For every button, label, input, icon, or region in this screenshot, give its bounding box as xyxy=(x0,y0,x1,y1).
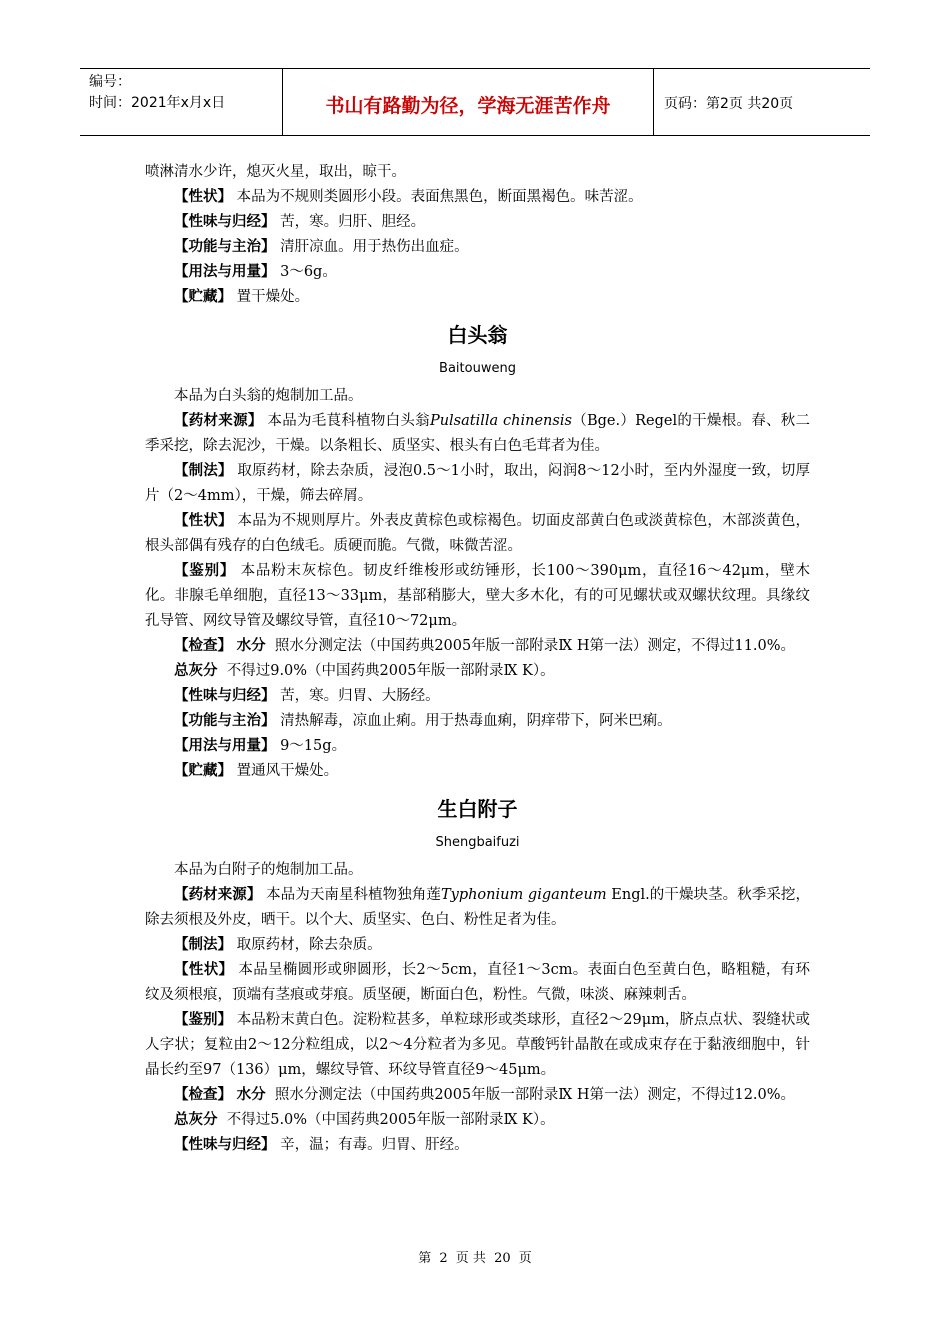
s1-xingwei xyxy=(145,684,810,709)
field-label: 【性味与归经】 xyxy=(174,1137,276,1153)
field-label: 【检查】 xyxy=(174,1087,232,1103)
field-text: 9～15g。 xyxy=(280,738,347,754)
s2-yaocai xyxy=(145,883,810,933)
field-text: 本品粉末黄白色。淀粉粒甚多，单粒球形或类球形，直径2～29μm，脐点点状、裂缝状或人字状；复粒由2～12分粒组成，以2～4分粒者为多见。草酸钙针晶散在或成束存在于黏液细胞中，针晶长约至97（136）μm，螺纹导管、环纹导管直径9～45μm。 xyxy=(145,1012,811,1078)
document-body xyxy=(145,160,810,1158)
field-label: 【药材来源】 xyxy=(174,413,263,429)
field-label: 【制法】 xyxy=(174,463,233,479)
field-label: 【药材来源】 xyxy=(174,887,262,903)
field-text: 辛，温；有毒。归胃、肝经。 xyxy=(280,1137,469,1153)
field-text: 本品为天南星科植物独角莲 xyxy=(266,887,441,903)
time-label: 时间：2021年x月x日 xyxy=(89,95,226,111)
latin-name: Pulsatilla chinensis xyxy=(429,413,572,429)
s1-zhucang xyxy=(145,759,810,784)
field-text: 本品为不规则厚片。外表皮黄棕色或棕褐色。切面皮部黄白色或淡黄棕色，木部淡黄色，根头部偶有残存的白色绒毛。质硬而脆。气微，味微苦涩。 xyxy=(145,513,811,554)
s1-jianbie xyxy=(145,559,810,634)
s1-jiancha xyxy=(145,634,810,659)
field-label: 【性味与归经】 xyxy=(174,214,276,230)
footer-mid: 页 共 xyxy=(455,1251,486,1266)
field-text: 本品为毛茛科植物白头翁 xyxy=(267,413,430,429)
section-pinyin: Baitouweng xyxy=(439,361,516,376)
field-label: 【鉴别】 xyxy=(174,563,236,579)
header-page-info: 页码：第2页 共20页 xyxy=(664,96,794,112)
s1-yongfa xyxy=(145,734,810,759)
field-text: （Bge.）Regel的干燥根。春、秋二季采挖，除去泥沙，干燥。以条粗长、质坚实、根头有白色毛茸者为佳。 xyxy=(145,413,811,454)
field-text: 置干燥处。 xyxy=(236,289,310,305)
field-text: 苦，寒。归肝、胆经。 xyxy=(280,214,426,230)
s1-huifen xyxy=(145,659,810,684)
document-header xyxy=(80,68,870,136)
field-label: 【性状】 xyxy=(174,513,233,529)
field-text: 本品粉末灰棕色。韧皮纤维梭形或纺锤形，长100～390μm，直径16～42μm，壁木化。非腺毛单细胞，直径13～33μm，基部稍膨大，壁大多木化，有的可见螺状或双螺状纹理。具缘纹孔导管、网纹导管及螺纹导管，直径10～72μm。 xyxy=(145,563,811,629)
top-xingwei xyxy=(145,210,810,235)
section-intro: 本品为白附子的炮制加工品。 xyxy=(174,862,363,878)
s1-zhifa xyxy=(145,459,810,509)
field-text: 照水分测定法（中国药典2005年版一部附录Ⅸ H第一法）测定，不得过12.0%。 xyxy=(274,1087,796,1103)
continued-paragraph: 喷淋清水少许，熄灭火星，取出，晾干。 xyxy=(145,164,406,180)
field-label: 【功能与主治】 xyxy=(174,713,276,729)
header-meta xyxy=(80,69,283,135)
s1-yaocai xyxy=(145,409,810,459)
field-text: 不得过9.0%（中国药典2005年版一部附录Ⅸ K）。 xyxy=(226,663,555,679)
section-pinyin: Shengbaifuzi xyxy=(435,835,520,850)
field-text: 清肝凉血。用于热伤出血症。 xyxy=(280,239,469,255)
field-text: 3～6g。 xyxy=(280,264,337,280)
section-title: 白头翁 xyxy=(447,323,508,347)
footer-page-number: 2 xyxy=(439,1251,448,1266)
top-yongfa xyxy=(145,260,810,285)
top-zhucang xyxy=(145,285,810,310)
field-text: 苦，寒。归胃、大肠经。 xyxy=(280,688,440,704)
field-text: Engl.的干燥块茎。秋季采挖，除去须根及外皮，晒干。以个大、质坚实、色白、粉性足者为佳。 xyxy=(145,887,811,928)
s2-jiancha xyxy=(145,1083,810,1108)
field-label: 【性状】 xyxy=(174,189,232,205)
field-text: 取原药材，除去杂质。 xyxy=(236,937,382,953)
s2-xingwei xyxy=(145,1133,810,1158)
field-label: 【贮藏】 xyxy=(174,763,232,779)
field-label: 【检查】 xyxy=(174,638,232,654)
field-text: 取原药材，除去杂质，浸泡0.5～1小时，取出，闷润8～12小时，至内外湿度一致，切厚片（2～4mm），干燥，筛去碎屑。 xyxy=(145,463,811,504)
field-text: 照水分测定法（中国药典2005年版一部附录Ⅸ H第一法）测定，不得过11.0%。 xyxy=(274,638,796,654)
footer-pre: 第 xyxy=(418,1251,432,1266)
field-text: 本品为不规则类圆形小段。表面焦黑色，断面黑褐色。味苦涩。 xyxy=(236,189,643,205)
s2-huifen xyxy=(145,1108,810,1133)
footer-post: 页 xyxy=(518,1251,532,1266)
field-label: 总灰分 xyxy=(174,663,218,679)
field-text: 置通风干燥处。 xyxy=(236,763,339,779)
section-title: 生白附子 xyxy=(437,797,518,821)
field-label: 【鉴别】 xyxy=(174,1012,233,1028)
code-label: 编号： xyxy=(89,74,131,90)
field-sublabel: 水分 xyxy=(236,1087,266,1103)
s1-gongneng xyxy=(145,709,810,734)
field-text: 不得过5.0%（中国药典2005年版一部附录Ⅸ K）。 xyxy=(226,1112,555,1128)
section-intro: 本品为白头翁的炮制加工品。 xyxy=(174,388,363,404)
field-label: 【功能与主治】 xyxy=(174,239,276,255)
header-motto: 书山有路勤为径，学海无涯苦作舟 xyxy=(283,69,654,135)
field-label: 【贮藏】 xyxy=(174,289,232,305)
field-label: 【用法与用量】 xyxy=(174,738,276,754)
top-gongneng xyxy=(145,235,810,260)
field-label: 【性味与归经】 xyxy=(174,688,276,704)
field-label: 【用法与用量】 xyxy=(174,264,276,280)
field-label: 【性状】 xyxy=(174,962,234,978)
footer-total-pages: 20 xyxy=(494,1251,511,1266)
field-label: 总灰分 xyxy=(174,1112,218,1128)
field-text: 本品呈椭圆形或卵圆形，长2～5cm，直径1～3cm。表面白色至黄白色，略粗糙，有环纹及须根痕，顶端有茎痕或芽痕。质坚硬，断面白色，粉性。气微，味淡、麻辣刺舌。 xyxy=(145,962,811,1003)
field-label: 【制法】 xyxy=(174,937,232,953)
s2-xingzhuang xyxy=(145,958,810,1008)
field-text: 清热解毒，凉血止痢。用于热毒血痢，阴痒带下，阿米巴痢。 xyxy=(280,713,672,729)
page-footer xyxy=(0,1247,950,1266)
s1-xingzhuang xyxy=(145,509,810,559)
top-xingzhuang xyxy=(145,185,810,210)
s2-zhifa xyxy=(145,933,810,958)
s2-jianbie xyxy=(145,1008,810,1083)
field-sublabel: 水分 xyxy=(236,638,266,654)
latin-name: Typhonium giganteum xyxy=(440,887,607,903)
